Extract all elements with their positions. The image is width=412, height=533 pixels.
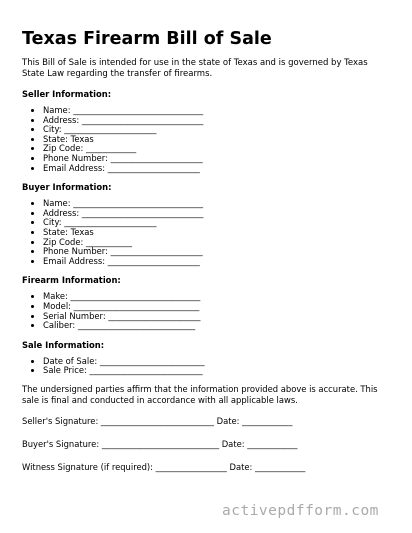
seller-city-field[interactable]: • City: ______________________	[43, 125, 392, 135]
sale-price-field[interactable]: • Sale Price: ___________________________	[43, 366, 392, 376]
firearm-section	[22, 275, 392, 330]
firearm-field-list	[22, 292, 392, 330]
seller-state-field: • State: Texas	[43, 135, 392, 145]
sale-heading: Sale Information:	[22, 339, 105, 350]
buyer-phone-field[interactable]: • Phone Number: ______________________	[43, 247, 392, 257]
intro-paragraph: This Bill of Sale is intended for use in the state of Texas and is governed by Texas State Law regarding the transfer of firearms.	[22, 58, 368, 79]
buyer-city-field[interactable]: • City: ______________________	[43, 218, 392, 228]
seller-heading: Seller Information:	[22, 89, 112, 99]
buyer-field-list	[22, 199, 392, 266]
firearm-caliber-field[interactable]: • Caliber: ____________________________	[43, 321, 392, 331]
bill-of-sale-document	[22, 28, 392, 473]
buyer-signature-line[interactable]: Buyer's Signature: ____________________________ Date: ____________	[22, 438, 298, 449]
affirmation-paragraph: The undersigned parties affirm that the information provided above is accurate. This sale is final and conducted in accordance with all applicable laws.	[22, 383, 378, 405]
firearm-heading: Firearm Information:	[22, 275, 121, 286]
buyer-name-field[interactable]: • Name: _______________________________	[43, 199, 392, 209]
firearm-model-field[interactable]: • Model: ______________________________	[43, 302, 392, 312]
seller-phone-field[interactable]: • Phone Number: ______________________	[43, 154, 392, 164]
seller-section	[22, 89, 392, 173]
sale-date-field[interactable]: • Date of Sale: _________________________	[43, 357, 392, 367]
seller-zip-field[interactable]: • Zip Code: ____________	[43, 144, 392, 154]
document-title: Texas Firearm Bill of Sale	[22, 29, 272, 49]
buyer-section	[22, 182, 392, 266]
witness-signature-line[interactable]: Witness Signature (if required): _________________ Date: ____________	[22, 461, 306, 472]
buyer-zip-field[interactable]: • Zip Code: ___________	[43, 238, 392, 248]
seller-signature-line[interactable]: Seller's Signature: ___________________________ Date: ____________	[22, 415, 293, 426]
seller-email-field[interactable]: • Email Address: ______________________	[43, 164, 392, 174]
sale-section	[22, 340, 392, 376]
buyer-heading: Buyer Information:	[22, 182, 112, 193]
buyer-address-field[interactable]: • Address: _____________________________	[43, 209, 392, 219]
sale-field-list	[22, 357, 392, 376]
firearm-serial-field[interactable]: • Serial Number: ______________________	[43, 312, 392, 322]
watermark-text: activepdfform.com	[222, 503, 379, 519]
seller-name-field[interactable]: • Name: _______________________________	[43, 106, 392, 116]
buyer-email-field[interactable]: • Email Address: ______________________	[43, 257, 392, 267]
buyer-state-field: • State: Texas	[43, 228, 392, 238]
seller-address-field[interactable]: • Address: _____________________________	[43, 116, 392, 126]
seller-field-list	[22, 106, 392, 173]
firearm-make-field[interactable]: • Make: _______________________________	[43, 292, 392, 302]
